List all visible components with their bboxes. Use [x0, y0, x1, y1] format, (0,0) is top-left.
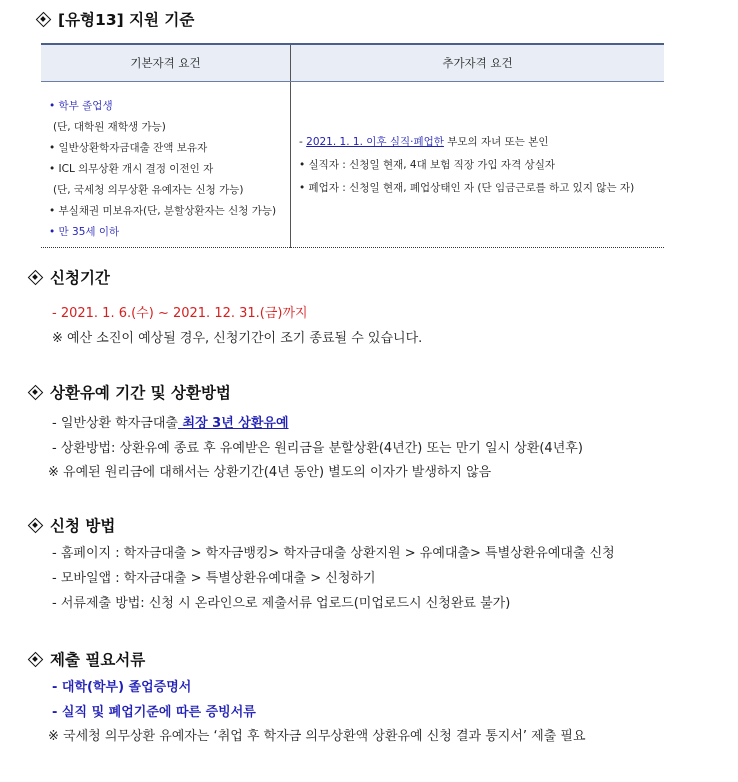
diamond-bullet-icon [28, 270, 42, 284]
additional-requirements-cell [291, 82, 665, 248]
diamond-bullet-icon [36, 12, 50, 26]
basic-item: • 학부 졸업생 [49, 98, 113, 113]
method-line: - 모바일앱 : 학자금대출 > 특별상환유예대출 > 신청하기 [52, 571, 376, 586]
criteria-section-title: [유형13] 지원 기준 [36, 8, 194, 30]
repay-line-2: - 상환방법: 상환유예 종료 후 유예받은 원리금을 분할상환(4년간) 또는 만기 일시 상환(4년후) [52, 441, 583, 456]
additional-requirements-header: 추가자격 요건 [291, 44, 665, 82]
repay-section-title: 상환유예 기간 및 상환방법 [28, 381, 231, 403]
method-line: - 서류제출 방법: 신청 시 온라인으로 제출서류 업로드(미업로드시 신청완료 불가) [52, 596, 511, 611]
repay-line-1: - 일반상환 학자금대출 최장 3년 상환유예 [52, 416, 289, 431]
doc-graduation-certificate: - 대학(학부) 졸업증명서 [52, 680, 192, 695]
qualifying-date-text: 2021. 1. 1. 이후 실직·폐업한 [306, 136, 444, 148]
application-period: - 2021. 1. 6.(수) ~ 2021. 12. 31.(금)까지 [52, 306, 308, 321]
docs-note: ※ 국세청 의무상환 유예자는 ‘취업 후 학자금 의무상환액 상환유예 신청 결과 통지서’ 제출 필요 [48, 729, 586, 744]
basic-item: • ICL 의무상환 개시 결정 이전인 자 [49, 161, 213, 176]
basic-item: • 만 35세 이하 [49, 224, 119, 239]
method-line: - 홈페이지 : 학자금대출 > 학자금뱅킹> 학자금대출 상환지원 > 유예대출> 특별상환유예대출 신청 [52, 546, 615, 561]
additional-item: • 폐업자 : 신청일 현재, 폐업상태인 자 (단 임금근로를 하고 있지 않는 자) [299, 180, 634, 195]
basic-requirements-cell [41, 82, 291, 248]
additional-main-line: - 2021. 1. 1. 이후 실직·폐업한 부모의 자녀 또는 본인 [299, 136, 549, 148]
additional-item: • 실직자 : 신청일 현재, 4대 보험 직장 가입 자격 상실자 [299, 157, 555, 172]
method-section-title: 신청 방법 [28, 514, 115, 536]
criteria-table [41, 43, 664, 248]
period-note: ※ 예산 소진이 예상될 경우, 신청기간이 조기 종료될 수 있습니다. [52, 331, 423, 346]
diamond-bullet-icon [28, 518, 42, 532]
repay-line-3: ※ 유예된 원리금에 대해서는 상환기간(4년 동안) 별도의 이자가 발생하지 않음 [48, 465, 492, 480]
basic-item: • 일반상환학자금대출 잔액 보유자 [49, 140, 207, 155]
docs-section-title: 제출 필요서류 [28, 648, 145, 670]
basic-item: (단, 대학원 재학생 가능) [53, 121, 166, 133]
period-section-title: 신청기간 [28, 266, 110, 288]
diamond-bullet-icon [28, 385, 42, 399]
basic-item: (단, 국세청 의무상환 유예자는 신청 가능) [53, 184, 244, 196]
basic-item: • 부실채권 미보유자(단, 분할상환자는 신청 가능) [49, 203, 276, 218]
basic-requirements-header: 기본자격 요건 [41, 44, 291, 82]
doc-evidence: - 실직 및 폐업기준에 따른 증빙서류 [52, 705, 256, 720]
diamond-bullet-icon [28, 652, 42, 666]
max-deferral-text: 최장 3년 상환유예 [177, 416, 289, 431]
